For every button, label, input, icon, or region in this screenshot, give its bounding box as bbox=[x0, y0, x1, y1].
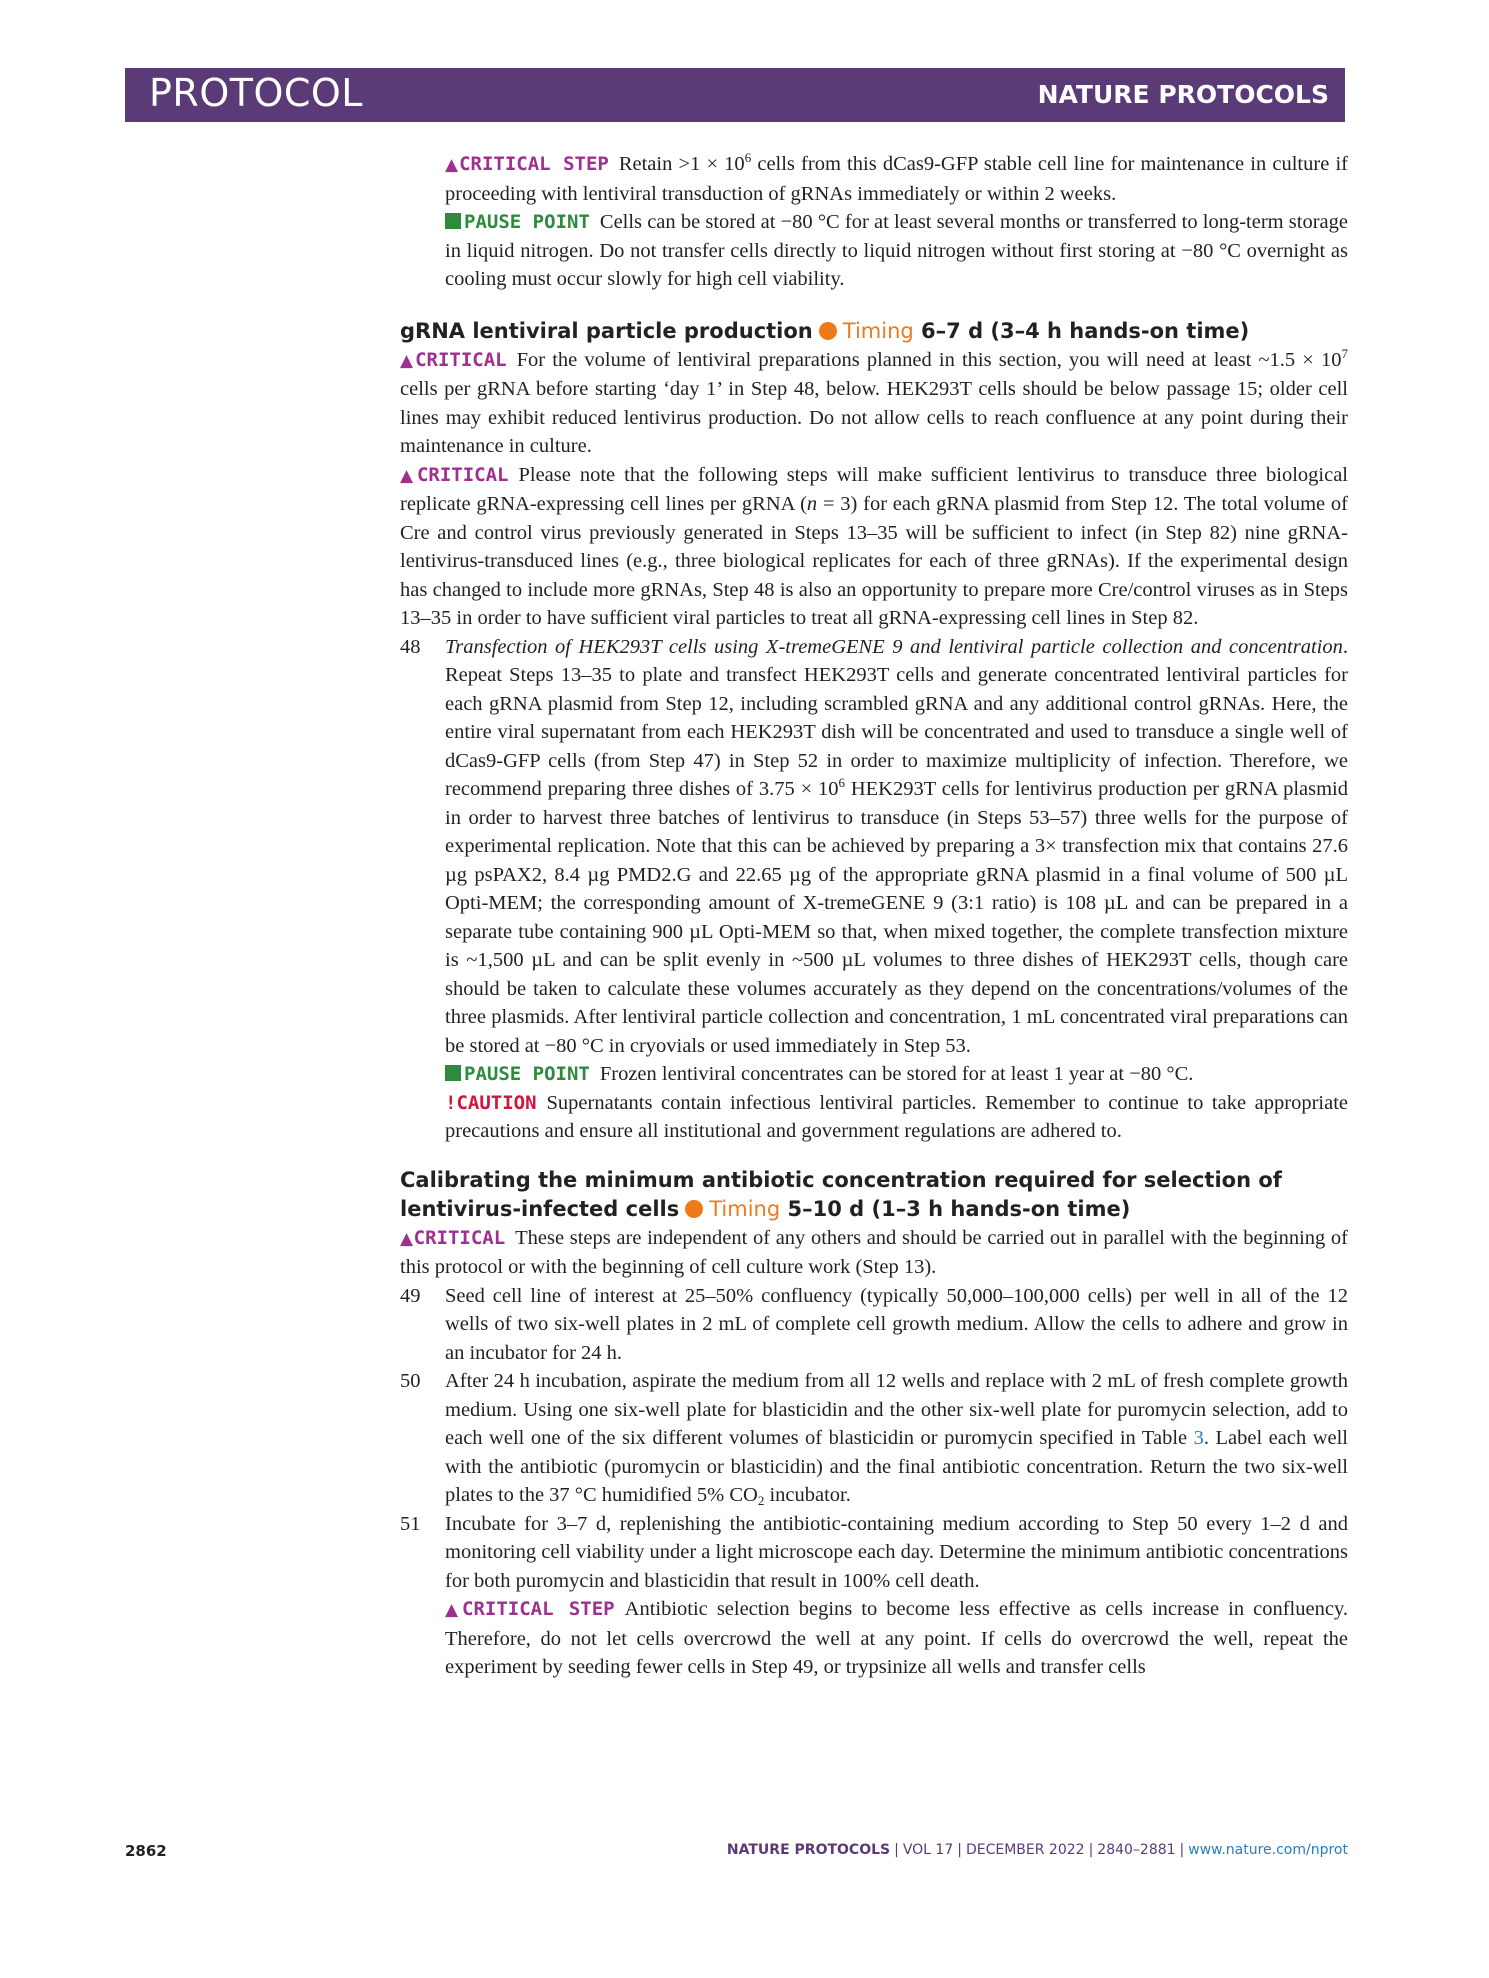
timing-dot-icon bbox=[685, 1200, 703, 1218]
page-number: 2862 bbox=[125, 1842, 167, 1860]
critical-label: ▲CRITICAL bbox=[400, 463, 509, 486]
journal-citation-footer: NATURE PROTOCOLS | VOL 17 | DECEMBER 2022 | 2840–2881 | www.nature.com/nprot bbox=[726, 1842, 1348, 1858]
step-number: 50 bbox=[400, 1370, 421, 1392]
pause-point-note-2: PAUSE POINT Frozen lentiviral concentrates can be stored for at least 1 year at −80 °C. bbox=[400, 1060, 1348, 1089]
section-type-label: PROTOCOL bbox=[149, 71, 363, 115]
caution-label: !CAUTION bbox=[445, 1091, 537, 1114]
table-reference-link[interactable]: 3 bbox=[1193, 1427, 1204, 1449]
pause-point-label: PAUSE POINT bbox=[445, 1063, 590, 1085]
step-51: 51 Incubate for 3–7 d, replenishing the antibiotic-containing medium according to Step 50 every 1–2 d and monitoring cell viability under a light microscope each day. Determine the minimum antibiotic concentrations for both puromycin and blasticidin that result in 100% cell death. bbox=[400, 1510, 1348, 1596]
step-number: 51 bbox=[400, 1512, 421, 1535]
footer-pages: 2840–2881 bbox=[1097, 1842, 1176, 1858]
critical-step-note: ▲CRITICAL STEP Retain $>1 \times 10^6$ cells from this dCas9-GFP stable cell line for maintenance in culture if proceeding with lentiviral transduction of gRNAs immediately or within 2 weeks. bbox=[445, 150, 1348, 205]
critical-note-3: ▲CRITICAL These steps are independent of any others and should be carried out in parallel with the beginning of this protocol or with the beginning of cell culture work (Step 13). bbox=[400, 1226, 1349, 1278]
warning-triangle-icon: ▲ bbox=[400, 350, 416, 371]
critical-label: ▲CRITICAL bbox=[400, 1226, 506, 1249]
critical-note-1: ▲CRITICAL For the volume of lentiviral preparations planned in this section, you will need at least ~1.5 × $10^7$ cells per gRNA before starting ‘day 1’ in Step 48, below. HEK293T cells should be below passage 15; older cell lines may exhibit reduced lentivirus production. Do not allow cells to reach confluence at any point during their maintenance in culture. bbox=[400, 345, 1348, 457]
step-50: 50 After 24 h incubation, aspirate the medium from all 12 wells and replace with 2 mL of fresh complete growth medium. Using one six-well plate for blasticidin and the other six-well plate for puromycin selection, add to each well one of the six different volumes of blasticidin or puromycin specified in Table 3. Label each well with the antibiotic (puromycin or blasticidin) and the final antibiotic concentration. Return the two six-well plates to the 37 °C humidified 5% $CO_2$ incubator. bbox=[400, 1367, 1348, 1510]
step-number: 48 bbox=[400, 635, 421, 658]
warning-triangle-icon: ▲ bbox=[445, 1600, 462, 1620]
step-number: 49 bbox=[400, 1284, 421, 1307]
warning-triangle-icon: ▲ bbox=[400, 1228, 414, 1249]
footer-url-link[interactable]: www.nature.com/nprot bbox=[1188, 1842, 1348, 1858]
warning-triangle-icon: ▲ bbox=[400, 465, 417, 486]
section-heading-grna-production: gRNA lentiviral particle production Timing 6–7 d (3–4 h hands-on time) bbox=[400, 318, 1250, 343]
pause-point-label: PAUSE POINT bbox=[445, 211, 590, 233]
step-49: 49 Seed cell line of interest at 25–50% confluency (typically 50,000–100,000 cells) per well in all of the 12 wells of two six-well plates in 2 mL of complete cell growth medium. Allow the cells to adhere and grow in an incubator for 24 h. bbox=[400, 1282, 1348, 1368]
step-48: 48 Transfection of HEK293T cells using X-tremeGENE 9 and lentiviral particle collection and concentration. Repeat Steps 13–35 to plate and transfect HEK293T cells and generate concentrated lentiviral particles for each gRNA plasmid from Step 12, including scrambled gRNA and any additional control gRNAs. Here, the entire viral supernatant from each HEK293T dish will be concentrated and used to transduce a single well of dCas9-GFP cells (from Step 47) in Step 52 in order to maximize multiplicity of infection. Therefore, we recommend preparing three dishes of $3.75 \times 10^6$ HEK293T cells for lentivirus production per gRNA plasmid in order to harvest three batches of lentivirus to transduce (in Steps 53–57) three wells for the purpose of experimental replication. Note that this can be achieved by preparing a 3× transfection mix that contains 27.6 µg psPAX2, 8.4 µg PMD2.G and 22.65 µg of the appropriate gRNA plasmid in a final volume of 500 µL Opti-MEM; the corresponding amount of X-tremeGENE 9 (3:1 ratio) is 108 µL and can be prepared in a separate tube containing 900 µL Opti-MEM so that, when mixed together, the complete transfection mixture is ~1,500 µL and can be split evenly in ~500 µL volumes to three dishes of HEK293T cells, though care should be taken to calculate these volumes accurately as they depend on the concentrations/volumes of the three plasmids. After lentiviral particle collection and concentration, 1 mL concentrated viral preparations can be stored at −80 °C in cryovials or used immediately in Step 53. bbox=[400, 633, 1348, 1061]
warning-triangle-icon: ▲ bbox=[445, 155, 460, 175]
footer-volume: VOL 17 bbox=[902, 1842, 954, 1858]
footer-date: DECEMBER 2022 bbox=[965, 1842, 1085, 1858]
critical-step-note-2: ▲CRITICAL STEP Antibiotic selection begins to become less effective as cells increase in confluency. Therefore, do not let cells overcrowd the well at any point. If cells do overcrowd the well, repeat the experiment by seeding fewer cells in Step 49, or trypsinize all wells and transfer cells bbox=[445, 1598, 1348, 1678]
caution-note: !CAUTION Supernatants contain infectious lentiviral particles. Remember to continue to take appropriate precautions and ensure all institutional and government regulations are adhered to. bbox=[445, 1091, 1348, 1142]
critical-note-2: ▲CRITICAL Please note that the following steps will make sufficient lentivirus to transduce three biological replicate gRNA-expressing cell lines per gRNA (n = 3) for each gRNA plasmid from Step 12. The total volume of Cre and control virus previously generated in Steps 13–35 will be sufficient to infect (in Step 82) nine gRNA-lentivirus-transduced lines (e.g., three biological replicates for each of three gRNAs). If the experimental design has changed to include more gRNAs, Step 48 is also an opportunity to prepare more Cre/control viruses as in Steps 13–35 in order to have sufficient viral particles to treat all gRNA-expressing cell lines in Step 82. bbox=[400, 463, 1349, 629]
timing-dot-icon bbox=[819, 322, 837, 340]
pause-square-icon bbox=[445, 1065, 461, 1081]
critical-label: ▲CRITICAL bbox=[400, 348, 507, 371]
page-content bbox=[400, 150, 1348, 1682]
critical-step-label: ▲CRITICAL STEP bbox=[445, 153, 609, 175]
footer-journal: NATURE PROTOCOLS bbox=[726, 1842, 891, 1858]
pause-point-note: PAUSE POINT Cells can be stored at −80 °C for at least several months or transferred to long-term storage in liquid nitrogen. Do not transfer cells directly to liquid nitrogen without first storing at −80 °C overnight as cooling must occur slowly for high cell viability. bbox=[445, 211, 1348, 290]
critical-step-label: ▲CRITICAL STEP bbox=[445, 1598, 615, 1620]
step-title: Transfection of HEK293T cells using X-tremeGENE 9 and lentiviral particle collection and concentration bbox=[445, 635, 1343, 658]
journal-name-header: NATURE PROTOCOLS bbox=[1037, 80, 1329, 109]
pause-square-icon bbox=[445, 213, 461, 229]
header-bar bbox=[125, 68, 1345, 122]
section-heading-antibiotic-calibration: Calibrating the minimum antibiotic concentration required for selection of lentivirus-infected cells Timing 5–10 d (1–3 h hands-on time) bbox=[400, 1167, 1282, 1221]
